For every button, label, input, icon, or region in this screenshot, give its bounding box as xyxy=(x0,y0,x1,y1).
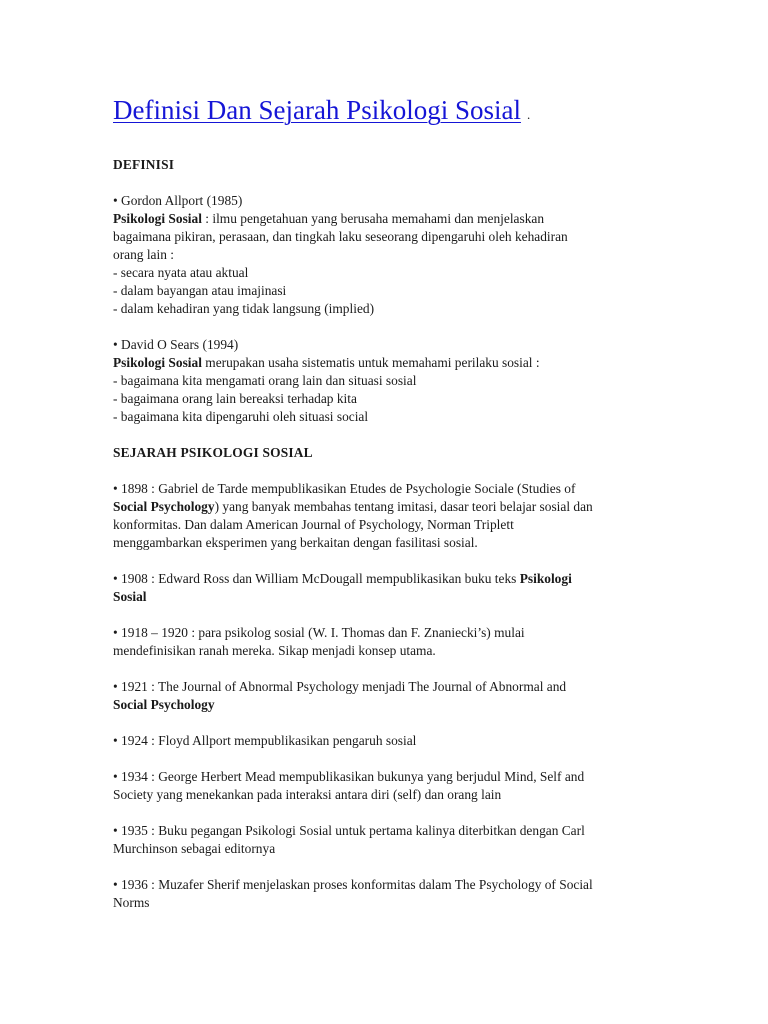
history-text: 1898 : Gabriel de Tarde mempublikasikan Etudes de Psychologie Sociale (Studies of xyxy=(121,481,576,496)
history-line: • 1934 : George Herbert Mead mempublikasikan bukunya yang berjudul Mind, Self and xyxy=(113,769,585,784)
history-entry-1936 xyxy=(113,876,673,912)
history-line: • 1898 : Gabriel de Tarde mempublikasikan Etudes de Psychologie Sociale (Studies of xyxy=(113,481,576,496)
history-line: • 1936 : Muzafer Sherif menjelaskan proses konformitas dalam The Psychology of Social xyxy=(113,877,593,892)
history-line: Murchinson sebagai editornya xyxy=(113,841,276,856)
term-bold: Psikologi xyxy=(519,571,572,586)
list-item: - dalam bayangan atau imajinasi xyxy=(113,283,287,298)
history-text: 1921 : The Journal of Abnormal Psychology menjadi The Journal of Abnormal and xyxy=(121,679,567,694)
term-bold: Social Psychology xyxy=(113,697,215,712)
definition-sears xyxy=(113,336,673,426)
history-entry-1918 xyxy=(113,624,673,660)
term-bold: Psikologi Sosial xyxy=(113,355,202,370)
list-item: - bagaimana kita mengamati orang lain dan situasi sosial xyxy=(113,373,417,388)
list-item: - dalam kehadiran yang tidak langsung (implied) xyxy=(113,301,375,316)
definition-text: merupakan usaha sistematis untuk memahami perilaku sosial : xyxy=(201,355,540,370)
author-name: Gordon Allport (1985) xyxy=(121,193,243,208)
history-entry-1934 xyxy=(113,768,673,804)
history-text: 1924 : Floyd Allport mempublikasikan pengaruh sosial xyxy=(121,733,417,748)
history-line xyxy=(113,498,673,516)
history-line: Society yang menekankan pada interaksi antara diri (self) dan orang lain xyxy=(113,787,502,802)
history-line: • 1921 : The Journal of Abnormal Psychology menjadi The Journal of Abnormal and xyxy=(113,679,567,694)
history-line: menggambarkan eksperimen yang berkaitan dengan fasilitasi sosial. xyxy=(113,535,478,550)
history-line: mendefinisikan ranah mereka. Sikap menjadi konsep utama. xyxy=(113,643,436,658)
history-line: • 1935 : Buku pegangan Psikologi Sosial untuk pertama kalinya diterbitkan dengan Carl xyxy=(113,823,585,838)
term-bold: Social Psychology xyxy=(113,499,215,514)
definition-line xyxy=(113,354,673,372)
definition-author: • Gordon Allport (1985) xyxy=(113,193,243,208)
history-entry-1898 xyxy=(113,480,673,552)
history-text: 1934 : George Herbert Mead mempublikasikan bukunya yang berjudul Mind, Self and xyxy=(121,769,585,784)
history-entry-1921 xyxy=(113,678,673,714)
history-line: konformitas. Dan dalam American Journal of Psychology, Norman Triplett xyxy=(113,517,514,532)
history-entry-1908 xyxy=(113,570,673,606)
list-item: - bagaimana kita dipengaruhi oleh situasi social xyxy=(113,409,369,424)
history-entry-1935 xyxy=(113,822,673,858)
definition-line: orang lain : xyxy=(113,247,174,262)
heading-definisi: DEFINISI xyxy=(113,157,175,172)
history-text: 1918 – 1920 : para psikolog sosial (W. I. Thomas dan F. Znaniecki’s) mulai xyxy=(121,625,525,640)
heading-sejarah: SEJARAH PSIKOLOGI SOSIAL xyxy=(113,445,313,460)
history-line: Norms xyxy=(113,895,150,910)
history-text: 1908 : Edward Ross dan William McDougall mempublikasikan buku teks xyxy=(121,571,520,586)
document-page xyxy=(113,92,673,930)
list-item: - secara nyata atau aktual xyxy=(113,265,249,280)
list-item: - bagaimana orang lain bereaksi terhadap kita xyxy=(113,391,357,406)
definition-line: bagaimana pikiran, perasaan, dan tingkah laku seseorang dipengaruhi oleh kehadiran xyxy=(113,229,568,244)
definition-line xyxy=(113,210,673,228)
author-name: David O Sears (1994) xyxy=(121,337,239,352)
history-text: 1935 : Buku pegangan Psikologi Sosial untuk pertama kalinya diterbitkan dengan Carl xyxy=(121,823,585,838)
definition-text: : ilmu pengetahuan yang berusaha memahami dan menjelaskan xyxy=(201,211,545,226)
history-line: • 1908 : Edward Ross dan William McDougall mempublikasikan buku teks Psikologi xyxy=(113,571,572,586)
term-bold: Sosial xyxy=(113,589,147,604)
title-row xyxy=(113,92,673,133)
definition-allport xyxy=(113,192,673,318)
title-suffix: . xyxy=(526,107,531,122)
history-text: 1936 : Muzafer Sherif menjelaskan proses konformitas dalam The Psychology of Social xyxy=(121,877,593,892)
history-line: • 1918 – 1920 : para psikolog sosial (W. I. Thomas dan F. Znaniecki’s) mulai xyxy=(113,625,525,640)
term-bold: Psikologi Sosial xyxy=(113,211,202,226)
history-text: ) yang banyak membahas tentang imitasi, dasar teori belajar sosial dan xyxy=(214,499,593,514)
definition-author: • David O Sears (1994) xyxy=(113,337,239,352)
history-line: • 1924 : Floyd Allport mempublikasikan pengaruh sosial xyxy=(113,733,417,748)
history-entry-1924 xyxy=(113,732,673,750)
title-link[interactable]: Definisi Dan Sejarah Psikologi Sosial xyxy=(113,95,521,125)
